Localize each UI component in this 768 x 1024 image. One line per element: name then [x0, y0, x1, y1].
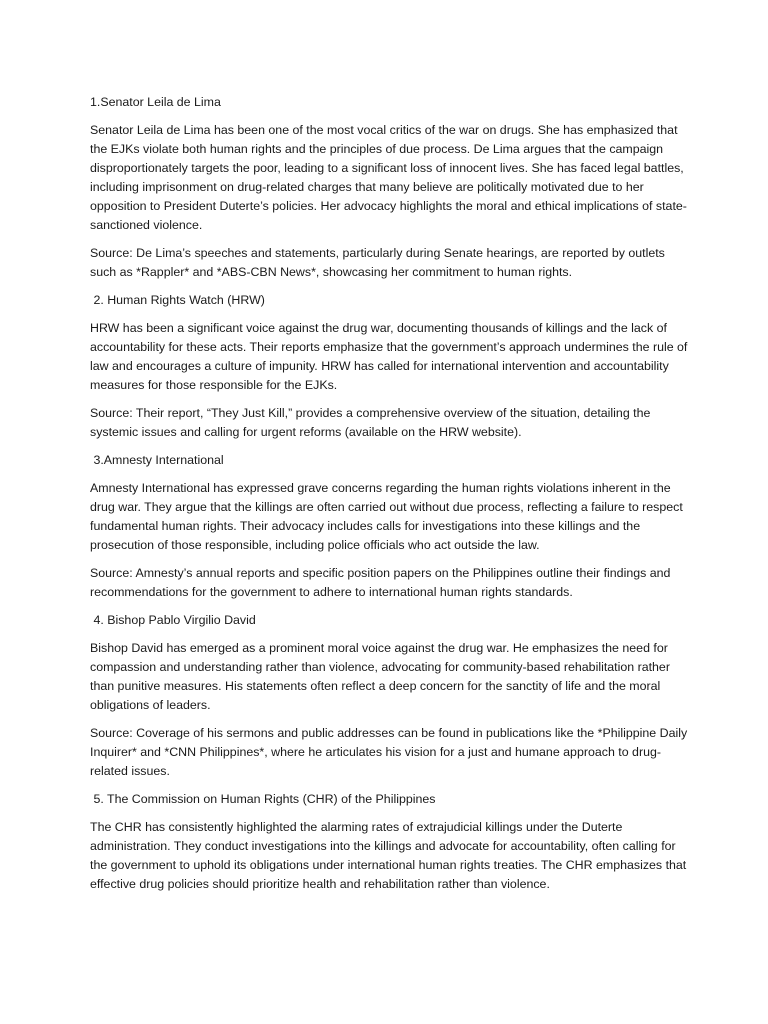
section-source-hrw: Source: Their report, “They Just Kill,” provides a comprehensive overview of the situation, detailing the systemic issues and calling for urgent reforms (available on the HRW website).: [90, 406, 651, 439]
section-heading-amnesty: 3.Amnesty International: [90, 453, 224, 467]
section-body-amnesty: Amnesty International has expressed grave concerns regarding the human rights violations inherent in the drug war. They argue that the killings are often carried out without due process, reflecting a failure to respect fundamental human rights. Their advocacy includes calls for investigations into these killings and the prosecution of those responsible, including police officials who act outside the law.: [90, 481, 683, 552]
section-body-de-lima: Senator Leila de Lima has been one of the most vocal critics of the war on drugs. She has emphasized that the EJKs violate both human rights and the principles of due process. De Lima argues that the campaign disproportionately targets the poor, leading to a significant loss of innocent lives. She has faced legal battles, including imprisonment on drug-related charges that many believe are politically motivated due to her opposition to President Duterte’s policies. Her advocacy highlights the moral and ethical implications of state-sanctioned violence.: [90, 123, 687, 232]
section-body-bishop-david: Bishop David has emerged as a prominent moral voice against the drug war. He emphasizes the need for compassion and understanding rather than violence, advocating for community-based rehabilitation rather than punitive measures. His statements often reflect a deep concern for the sanctity of life and the moral obligations of leaders.: [90, 641, 670, 712]
section-heading-hrw: 2. Human Rights Watch (HRW): [90, 293, 265, 307]
section-source-de-lima: Source: De Lima’s speeches and statements, particularly during Senate hearings, are reported by outlets such as *Rappler* and *ABS-CBN News*, showcasing her commitment to human rights.: [90, 246, 665, 279]
section-heading-de-lima: 1.Senator Leila de Lima: [90, 95, 221, 109]
section-heading-chr: 5. The Commission on Human Rights (CHR) of the Philippines: [90, 792, 436, 806]
section-source-bishop-david: Source: Coverage of his sermons and public addresses can be found in publications like the *Philippine Daily Inquirer* and *CNN Philippines*, where he articulates his vision for a just and humane approach to drug-related issues.: [90, 726, 688, 778]
section-body-chr: The CHR has consistently highlighted the alarming rates of extrajudicial killings under the Duterte administration. They conduct investigations into the killings and advocate for accountability, often calling for the government to uphold its obligations under international human rights treaties. The CHR emphasizes that effective drug policies should prioritize health and rehabilitation rather than violence.: [90, 820, 687, 891]
section-heading-bishop-david: 4. Bishop Pablo Virgilio David: [90, 613, 256, 627]
document-page: [90, 93, 690, 903]
section-body-hrw: HRW has been a significant voice against the drug war, documenting thousands of killings and the lack of accountability for these acts. Their reports emphasize that the government’s approach undermines the rule of law and encourages a culture of impunity. HRW has called for international intervention and accountability measures for those responsible for the EJKs.: [90, 321, 688, 392]
section-source-amnesty: Source: Amnesty’s annual reports and specific position papers on the Philippines outline their findings and recommendations for the government to adhere to international human rights standards.: [90, 566, 671, 599]
